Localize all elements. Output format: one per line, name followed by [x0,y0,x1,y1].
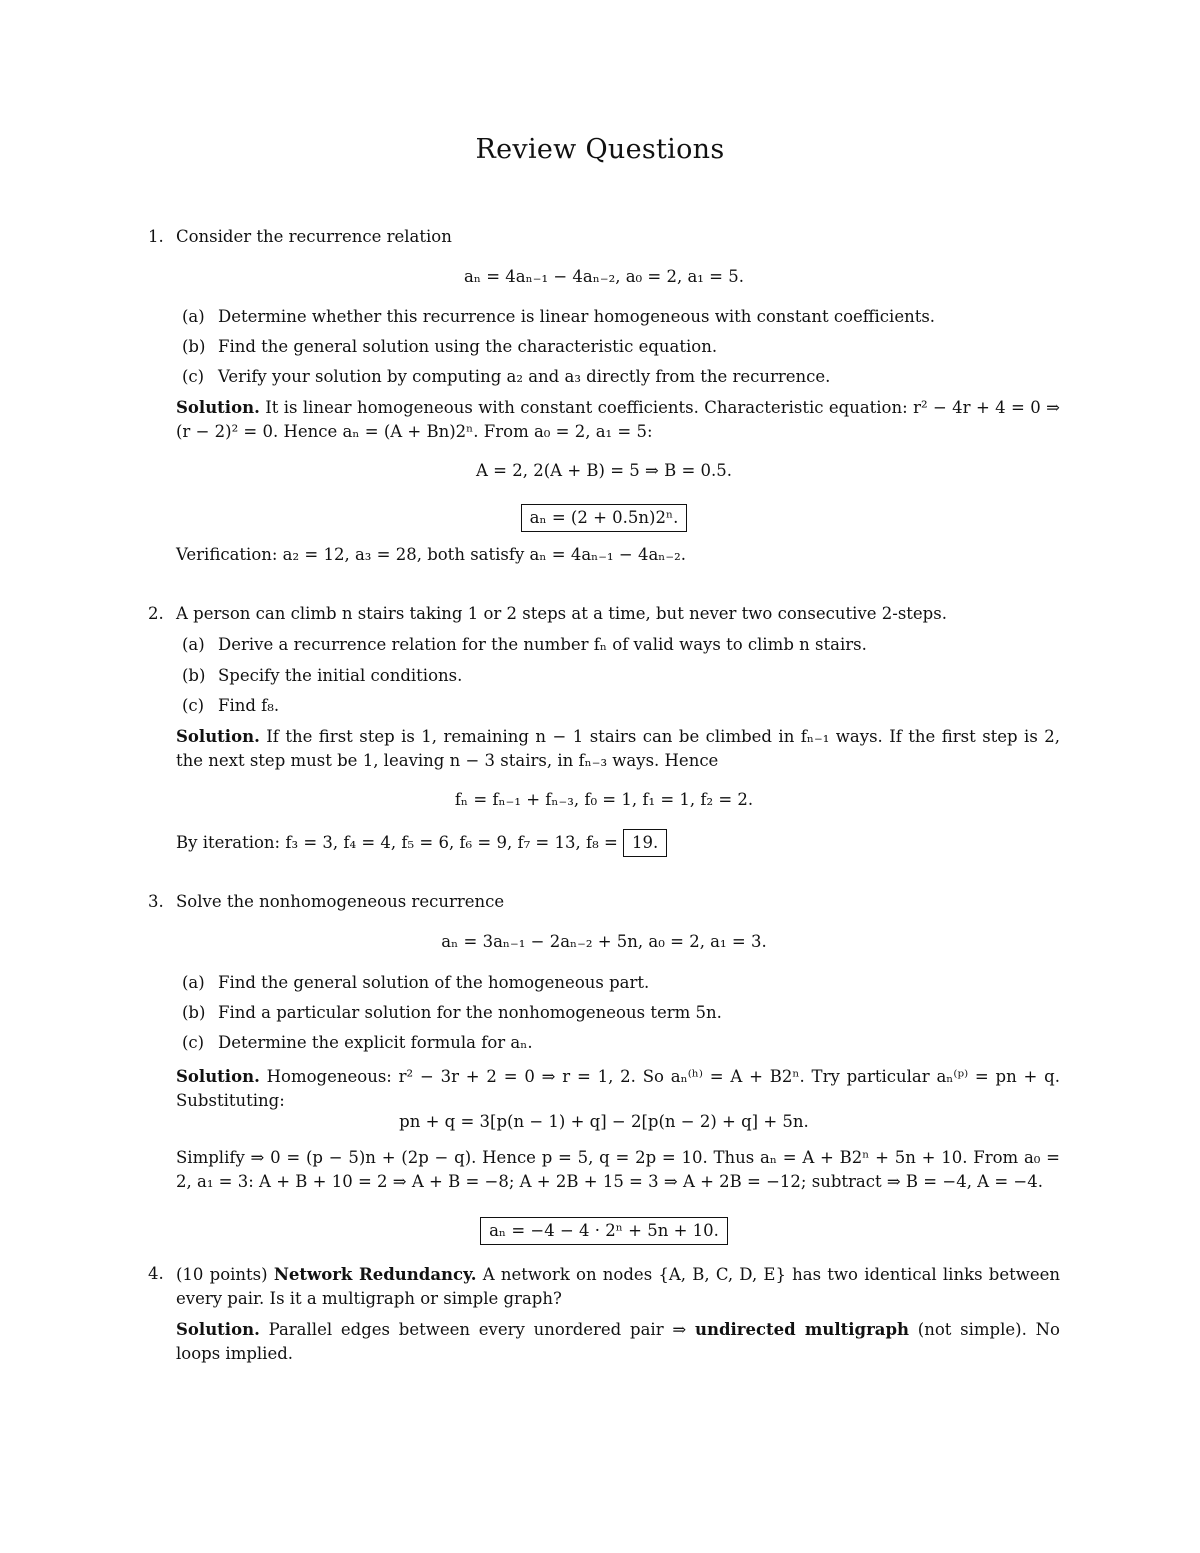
solution-heading: Solution. [176,727,260,746]
solution-heading: Solution. [176,1067,260,1086]
question-heading: Network Redundancy. [273,1265,477,1284]
solution-text: Homogeneous: r² − 3r + 2 = 0 ⇒ r = 1, 2. So aₙ⁽ʰ⁾ = A + B2ⁿ. Try particular aₙ⁽ᵖ⁾ = pn + q. Substituting: [176,1067,1060,1110]
solution-equation: pn + q = 3[p(n − 1) + q] − 2[p(n − 2) + q] + 5n. [399,1112,809,1131]
solution-heading: Solution. [176,398,260,417]
question-intro: Solve the nonhomogeneous recurrence [176,892,505,911]
points-label: (10 points) [176,1265,268,1284]
part-text: Find the general solution of the homogeneous part. [218,973,650,992]
part-label: (b) [182,1003,206,1022]
iteration-row [176,829,667,857]
part-label: (c) [182,1033,205,1052]
solution-equation: fₙ = fₙ₋₁ + fₙ₋₃, f₀ = 1, f₁ = 1, f₂ = 2. [454,790,754,809]
page-title: Review Questions [475,134,725,165]
question-text [176,1263,1060,1311]
boxed-answer-row [148,1217,1060,1245]
boxed-answer-row [148,504,1060,532]
part-text: Determine the explicit formula for aₙ. [218,1033,533,1052]
part-label: (a) [182,973,205,992]
question-number: 1. [148,227,164,246]
part-text: Specify the initial conditions. [218,666,463,685]
question-intro: Consider the recurrence relation [176,227,452,246]
part-text: Verify your solution by computing a₂ and a₃ directly from the recurrence. [218,367,831,386]
part-text: Derive a recurrence relation for the number fₙ of valid ways to climb n stairs. [218,635,867,654]
part-text: Find f₈. [218,696,280,715]
part-text: Find the general solution using the characteristic equation. [218,337,718,356]
part-text: Find a particular solution for the nonhomogeneous term 5n. [218,1003,722,1022]
question-intro: A person can climb n stairs taking 1 or 2 steps at a time, but never two consecutive 2-steps. [176,604,947,623]
question-number: 2. [148,604,164,623]
verification-text: Verification: a₂ = 12, a₃ = 28, both satisfy aₙ = 4aₙ₋₁ − 4aₙ₋₂. [176,545,686,564]
question-body: A network on nodes {A, B, C, D, E} has two identical links between every pair. Is it a multigraph or simple graph? [176,1265,1060,1308]
part-label: (a) [182,635,205,654]
boxed-answer: 19. [623,829,667,857]
question-1 [148,226,1060,566]
part-label: (a) [182,307,205,326]
solution-text: Parallel edges between every unordered pair ⇒ [259,1320,695,1339]
solution-equation: A = 2, 2(A + B) = 5 ⇒ B = 0.5. [476,461,732,480]
solution-paragraph [176,1318,1060,1366]
question-2 [148,603,1060,863]
question-3 [148,891,1060,1251]
part-label: (c) [182,696,205,715]
solution-heading: Solution. [176,1320,260,1339]
solution-paragraph [176,1065,1060,1113]
part-text: Determine whether this recurrence is linear homogeneous with constant coefficients. [218,307,936,326]
iteration-text: By iteration: f₃ = 3, f₄ = 4, f₅ = 6, f₆ = 9, f₇ = 13, f₈ = [176,833,618,852]
solution-text: If the first step is 1, remaining n − 1 stairs can be climbed in fₙ₋₁ ways. If the first step is 2, the next step must be 1, leaving n − 3 stairs, in fₙ₋₃ ways. Hence [176,727,1060,770]
part-label: (b) [182,666,206,685]
recurrence-equation: aₙ = 4aₙ₋₁ − 4aₙ₋₂, a₀ = 2, a₁ = 5. [464,267,744,286]
question-4 [148,1263,1060,1373]
solution-text: It is linear homogeneous with constant coefficients. Characteristic equation: r² − 4r + 4 = 0 ⇒ (r − 2)² = 0. Hence aₙ = (A + Bn)2ⁿ. From a₀ = 2, a₁ = 5: [176,398,1060,441]
part-label: (c) [182,367,205,386]
solution-text-end: (not simple). No loops implied. [176,1320,1060,1363]
solution-paragraph [176,396,1060,444]
solution-emphasis: undirected multigraph [694,1320,909,1339]
question-number: 4. [148,1264,164,1283]
part-label: (b) [182,337,206,356]
recurrence-equation: aₙ = 3aₙ₋₁ − 2aₙ₋₂ + 5n, a₀ = 2, a₁ = 3. [441,932,767,951]
boxed-answer: aₙ = −4 − 4 · 2ⁿ + 5n + 10. [480,1217,728,1245]
boxed-answer: aₙ = (2 + 0.5n)2ⁿ. [521,504,688,532]
question-number: 3. [148,892,164,911]
simplify-paragraph: Simplify ⇒ 0 = (p − 5)n + (2p − q). Hence p = 5, q = 2p = 10. Thus aₙ = A + B2ⁿ + 5n + 10. From a₀ = 2, a₁ = 3: A + B + 10 = 2 ⇒ A + B = −8; A + 2B + 15 = 3 ⇒ A + 2B = −12; subtract ⇒ B = −4, A = −4. [176,1148,1060,1191]
solution-paragraph [176,725,1060,773]
